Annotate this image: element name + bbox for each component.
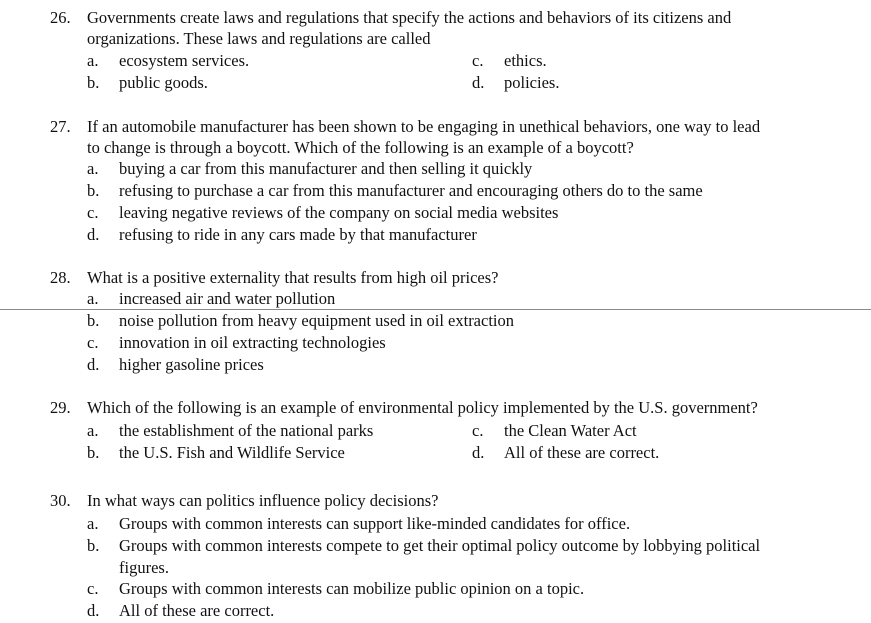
option-letter: a. <box>87 51 99 70</box>
option-text: leaving negative reviews of the company on social media websites <box>119 203 559 222</box>
option-letter: a. <box>87 159 99 178</box>
option-text: Groups with common interests can support like-minded candidates for office. <box>119 514 631 533</box>
option-text: innovation in oil extracting technologies <box>119 333 386 352</box>
option-text: policies. <box>504 73 560 92</box>
option-letter: b. <box>87 536 100 555</box>
option-letter: b. <box>87 311 100 330</box>
question-26-number: 26. <box>50 8 71 27</box>
question-29-stem-line-1: Which of the following is an example of environmental policy implemented by the U.S. government? <box>87 398 758 417</box>
option-letter: c. <box>472 51 484 70</box>
option-text: the establishment of the national parks <box>119 421 374 440</box>
option-letter: a. <box>87 514 99 533</box>
option-text: the U.S. Fish and Wildlife Service <box>119 443 345 462</box>
option-text: Groups with common interests can mobilize public opinion on a topic. <box>119 579 585 598</box>
option-letter: d. <box>472 443 485 462</box>
option-letter: d. <box>472 73 485 92</box>
option-letter: d. <box>87 601 100 620</box>
question-27-stem-line-1: If an automobile manufacturer has been shown to be engaging in unethical behaviors, one way to lead <box>87 117 761 136</box>
option-letter: a. <box>87 289 99 308</box>
question-28-stem-line-1: What is a positive externality that results from high oil prices? <box>87 268 499 287</box>
option-text: refusing to purchase a car from this manufacturer and encouraging others do to the same <box>119 181 703 200</box>
option-letter: b. <box>87 181 100 200</box>
option-letter: c. <box>87 579 99 598</box>
option-text: ethics. <box>504 51 547 70</box>
question-30-number: 30. <box>50 491 71 510</box>
question-27-number: 27. <box>50 117 71 136</box>
option-letter: b. <box>87 443 100 462</box>
option-text: All of these are correct. <box>119 601 275 620</box>
option-text: All of these are correct. <box>504 443 660 462</box>
option-text: noise pollution from heavy equipment used in oil extraction <box>119 311 515 330</box>
option-text: the Clean Water Act <box>504 421 637 440</box>
question-30-stem-line-1: In what ways can politics influence policy decisions? <box>87 491 439 510</box>
option-letter: a. <box>87 421 99 440</box>
option-text: refusing to ride in any cars made by that manufacturer <box>119 225 477 244</box>
option-text: public goods. <box>119 73 208 92</box>
option-letter: b. <box>87 73 100 92</box>
option-text: higher gasoline prices <box>119 355 264 374</box>
option-text: increased air and water pollution <box>119 289 336 308</box>
option-letter: c. <box>472 421 484 440</box>
question-27-stem-line-2: to change is through a boycott. Which of the following is an example of a boycott? <box>87 138 634 157</box>
option-text: ecosystem services. <box>119 51 250 70</box>
question-26-stem-line-2: organizations. These laws and regulations are called <box>87 29 431 48</box>
option-letter: d. <box>87 225 100 244</box>
option-letter: c. <box>87 203 99 222</box>
question-28-number: 28. <box>50 268 71 287</box>
option-letter: d. <box>87 355 100 374</box>
option-letter: c. <box>87 333 99 352</box>
option-text: Groups with common interests compete to get their optimal policy outcome by lobbying political figures. <box>119 536 761 577</box>
option-text: buying a car from this manufacturer and then selling it quickly <box>119 159 533 178</box>
question-29-number: 29. <box>50 398 71 417</box>
question-26-stem-line-1: Governments create laws and regulations that specify the actions and behaviors of its citizens and <box>87 8 732 27</box>
